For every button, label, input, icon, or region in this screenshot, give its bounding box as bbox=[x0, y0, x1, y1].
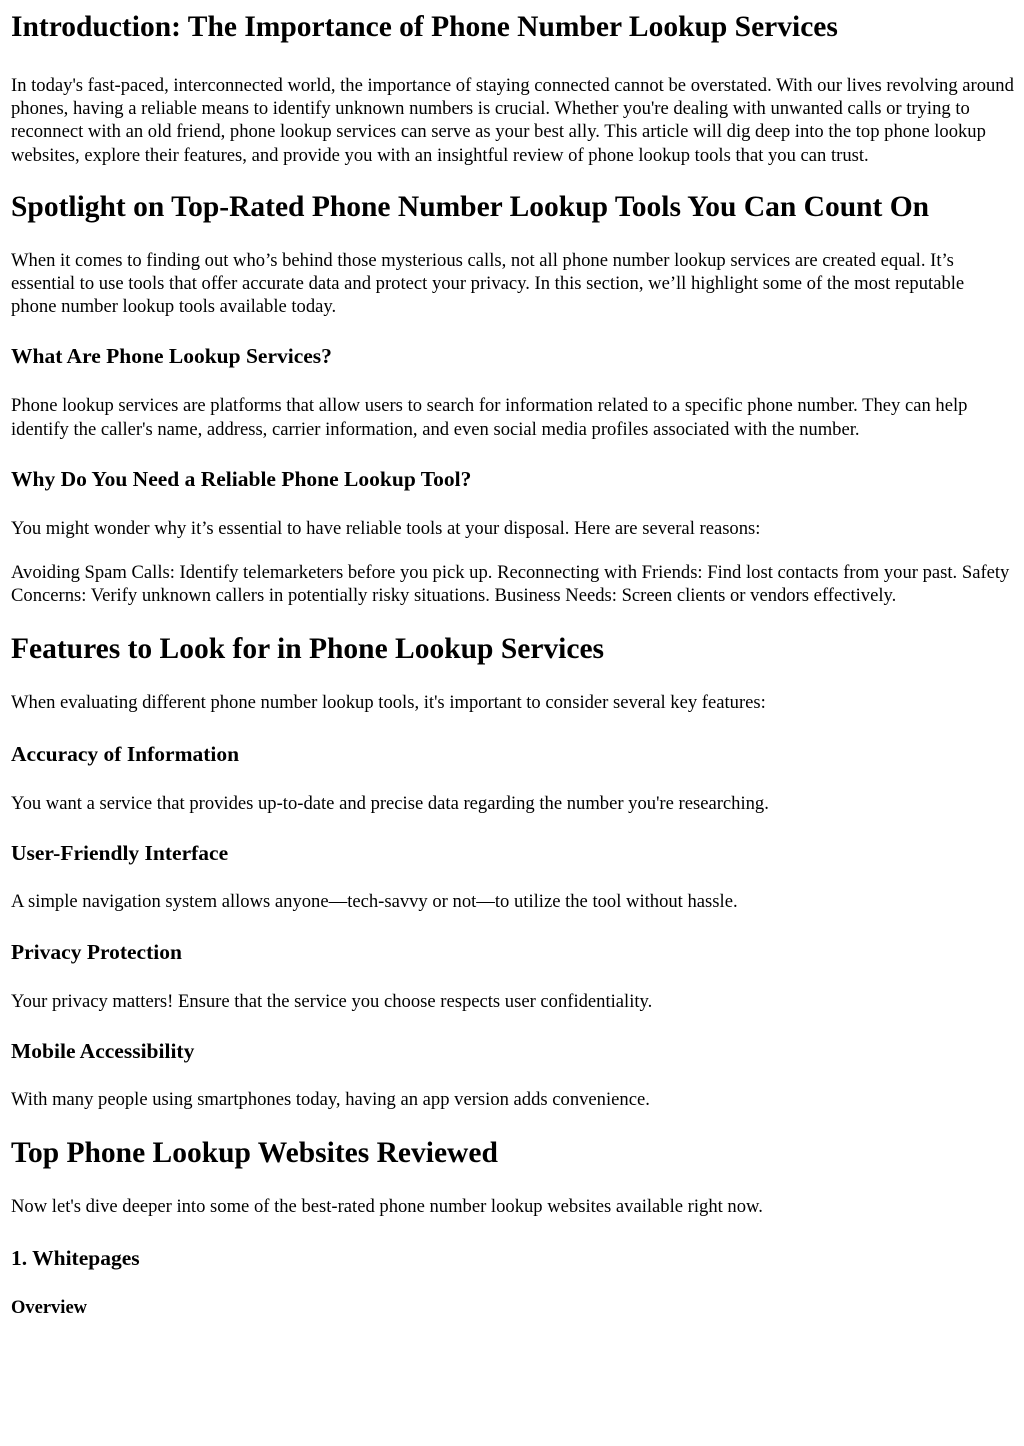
interface-paragraph: A simple navigation system allows anyone—tech-savvy or not—to utilize the tool without hassle. bbox=[11, 890, 738, 912]
features-heading: Features to Look for in Phone Lookup Services bbox=[11, 633, 605, 666]
why-intro-paragraph: You might wonder why it’s essential to have reliable tools at your disposal. Here are several reasons: bbox=[11, 517, 761, 539]
intro-heading: Introduction: The Importance of Phone Number Lookup Services bbox=[11, 11, 838, 43]
whitepages-heading: 1. Whitepages bbox=[11, 1245, 140, 1270]
top-websites-paragraph: Now let's dive deeper into some of the best-rated phone number lookup websites available right now. bbox=[11, 1196, 763, 1218]
accuracy-heading: Accuracy of Information bbox=[11, 741, 240, 766]
why-reasons-paragraph: Avoiding Spam Calls: Identify telemarketers before you pick up. Reconnecting with Friends: Find lost contacts from your past. Safety Concerns: Verify unknown callers in potentially risky situations. Business Needs: Screen clients or vendors effectively. bbox=[11, 562, 1010, 607]
mobile-paragraph: With many people using smartphones today, having an app version adds convenience. bbox=[11, 1089, 650, 1111]
privacy-heading: Privacy Protection bbox=[11, 940, 182, 965]
mobile-heading: Mobile Accessibility bbox=[11, 1039, 195, 1064]
whitepages-overview-heading: Overview bbox=[11, 1297, 88, 1318]
intro-paragraph: In today's fast-paced, interconnected world, the importance of staying connected cannot be overstated. With our lives revolving around phones, having a reliable means to identify unknown numbers is crucial. Whether you're dealing with unwanted calls or trying to reconnect with an old friend, phone lookup services can serve as your best ally. This article will dig deep into the top phone lookup websites, explore their features, and provide you with an insightful review of phone lookup tools that you can trust. bbox=[11, 75, 1014, 166]
why-heading: Why Do You Need a Reliable Phone Lookup Tool? bbox=[11, 466, 472, 491]
features-paragraph: When evaluating different phone number lookup tools, it's important to consider several key features: bbox=[11, 692, 766, 714]
what-heading: What Are Phone Lookup Services? bbox=[11, 344, 332, 369]
spotlight-heading: Spotlight on Top-Rated Phone Number Lookup Tools You Can Count On bbox=[11, 190, 930, 223]
interface-heading: User-Friendly Interface bbox=[11, 840, 229, 865]
spotlight-paragraph: When it comes to finding out who’s behind those mysterious calls, not all phone number lookup services are created equal. It’s essential to use tools that offer accurate data and protect your privacy. In this section, we’ll highlight some of the most reputable phone number lookup tools available today. bbox=[11, 249, 965, 318]
privacy-paragraph: Your privacy matters! Ensure that the service you choose respects user confidentiality. bbox=[11, 991, 653, 1013]
what-paragraph: Phone lookup services are platforms that allow users to search for information related to a specific phone number. They can help identify the caller's name, address, carrier information, and even social media profiles associated with the number. bbox=[11, 395, 968, 440]
top-websites-heading: Top Phone Lookup Websites Reviewed bbox=[11, 1137, 498, 1170]
accuracy-paragraph: You want a service that provides up-to-date and precise data regarding the number you're researching. bbox=[11, 792, 769, 814]
